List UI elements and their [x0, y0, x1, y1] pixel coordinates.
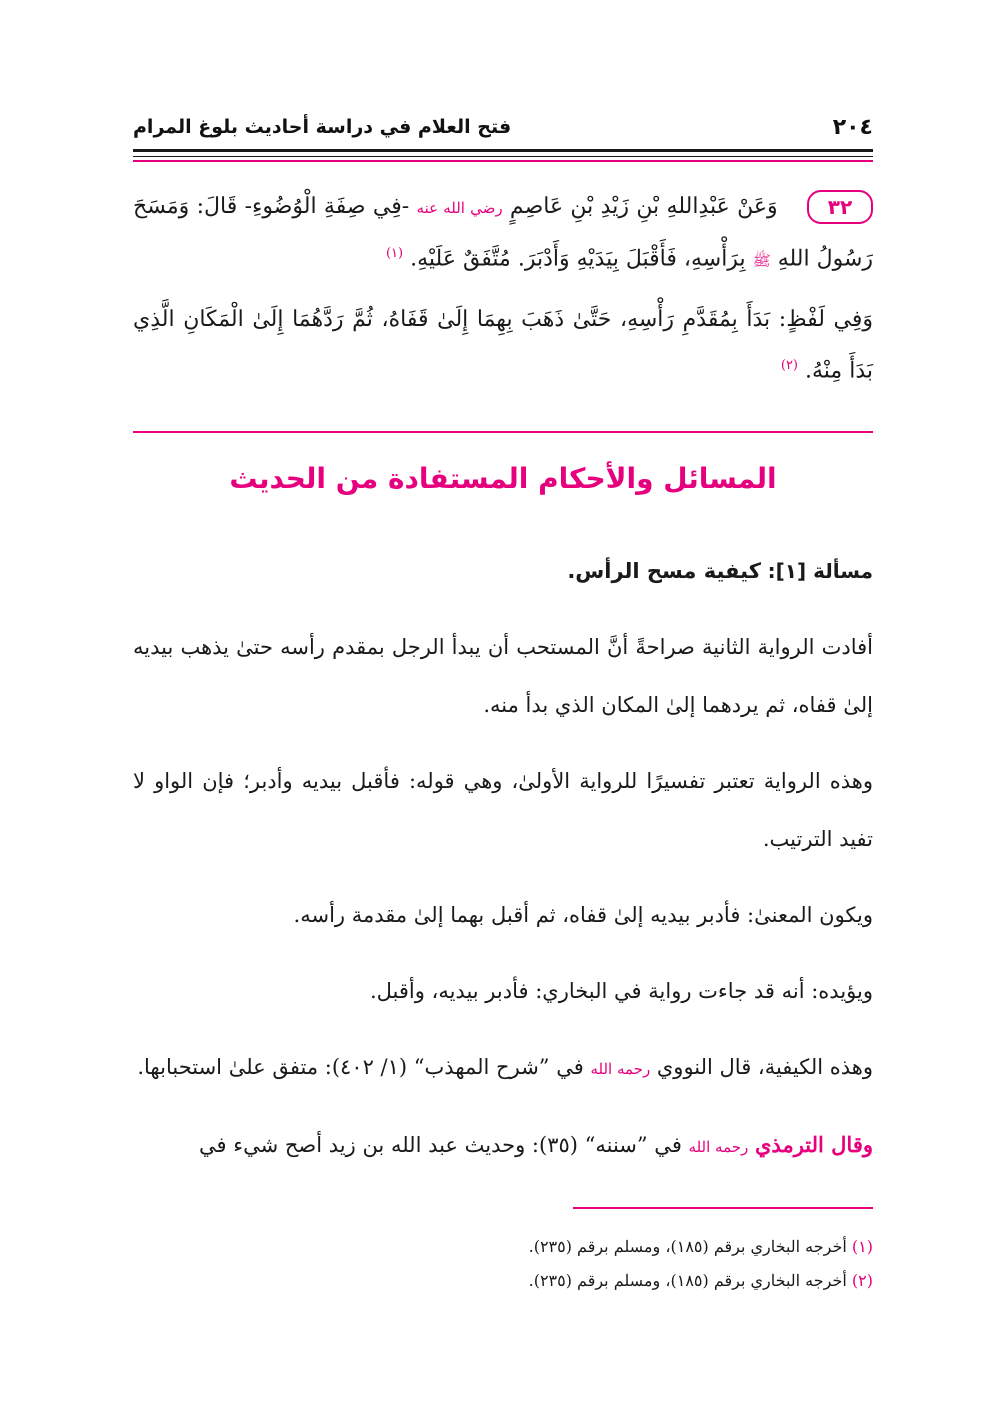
page-header — [133, 110, 873, 144]
footnote-text: أخرجه البخاري برقم (١٨٥)، ومسلم برقم (٢٣٥). — [528, 1271, 847, 1290]
paragraph-text: في ”شرح المهذب“ (١/ ٤٠٢): متفق علىٰ استحبابها. — [137, 1055, 584, 1079]
section-divider — [133, 431, 873, 433]
hadith-number-badge: ٣٢ — [807, 190, 873, 224]
footnote-marker[interactable]: (٢) — [780, 358, 798, 374]
footnote-number: (٢) — [851, 1271, 873, 1290]
paragraph: وهذه الرواية تعتبر تفسيرًا للرواية الأولىٰ، وهي قوله: فأقبل بيديه وأدبر؛ فإن الواو لا تفيد الترتيب. — [133, 769, 873, 851]
footnote-item — [133, 1230, 873, 1264]
running-title: فتح العلام في دراسة أحاديث بلوغ المرام — [133, 116, 512, 138]
paragraph: أفادت الرواية الثانية صراحةً أنَّ المستحب أن يبدأ الرجل بمقدم رأسه حتىٰ يذهب بيديه إلىٰ قفاه، ثم يردهما إلىٰ المكان الذي بدأ منه. — [133, 635, 873, 717]
hadith-line-1: وَعَنْ عَبْدِاللهِ بْنِ زَيْدِ بْنِ عَاصِمٍ — [509, 194, 778, 219]
question-heading — [133, 542, 873, 600]
question-label: مسألة [١]: — [767, 559, 873, 583]
section-title: المسائل والأحكام المستفادة من الحديث — [229, 462, 777, 495]
footnote-marker[interactable]: (١) — [385, 246, 404, 261]
hadith-line-2: بِرَأْسِهِ، فَأَقْبَلَ بِيَدَيْهِ وَأَدْبَرَ. مُتَّفَقٌ عَلَيْهِ. — [410, 246, 746, 272]
hadith-text — [133, 184, 873, 283]
honorific-icon: رضي الله عنه — [416, 199, 503, 217]
footnotes — [133, 1230, 873, 1298]
paragraph — [133, 1116, 873, 1176]
paragraph: ويكون المعنىٰ: فأدبر بيديه إلىٰ قفاه، ثم أقبل بهما إلىٰ مقدمة رأسه. — [293, 903, 873, 927]
honorific-icon: ﷺ — [752, 251, 771, 270]
paragraph-lead: وقال الترمذي — [754, 1132, 873, 1157]
hadith-block — [133, 184, 873, 395]
paragraph — [133, 1038, 873, 1098]
hadith-line-1-cont: -فِي صِفَةِ الْوُضُوءِ- قَالَ: وَمَسَحَ رَسُولُ اللهِ — [133, 194, 873, 272]
header-rule-thick — [133, 149, 873, 152]
footnote-text: أخرجه البخاري برقم (١٨٥)، ومسلم برقم (٢٣٥). — [528, 1237, 847, 1256]
hadith-variant — [133, 297, 873, 394]
paragraph-text: وهذه الكيفية، قال النووي — [656, 1055, 873, 1079]
page-number: ٢٠٤ — [832, 114, 873, 140]
body-text — [133, 542, 873, 1176]
footnote-item — [133, 1264, 873, 1298]
question-title: كيفية مسح الرأس. — [567, 559, 761, 583]
hadith-variant-text: وَفِي لَفْظٍ: بَدَأَ بِمُقَدَّمِ رَأْسِهِ، حَتَّىٰ ذَهَبَ بِهِمَا إِلَىٰ قَفَاهُ، ثُمَّ رَدَّهُمَا إِلَىٰ الْمَكَانِ الَّذِي بَدَأَ مِنْهُ. — [133, 307, 873, 384]
honorific-icon: رحمه الله — [688, 1138, 749, 1156]
honorific-icon: رحمه الله — [590, 1060, 651, 1078]
paragraph-text: في ”سننه“ (٣٥): وحديث عبد الله بن زيد أصح شيء في — [199, 1133, 682, 1157]
header-rule-thin — [133, 156, 873, 157]
footnote-number: (١) — [851, 1237, 873, 1256]
paragraph: ويؤيده: أنه قد جاءت رواية في البخاري: فأدبر بيديه، وأقبل. — [369, 979, 873, 1003]
footnote-divider — [573, 1207, 873, 1209]
header-rule-accent — [133, 160, 873, 162]
